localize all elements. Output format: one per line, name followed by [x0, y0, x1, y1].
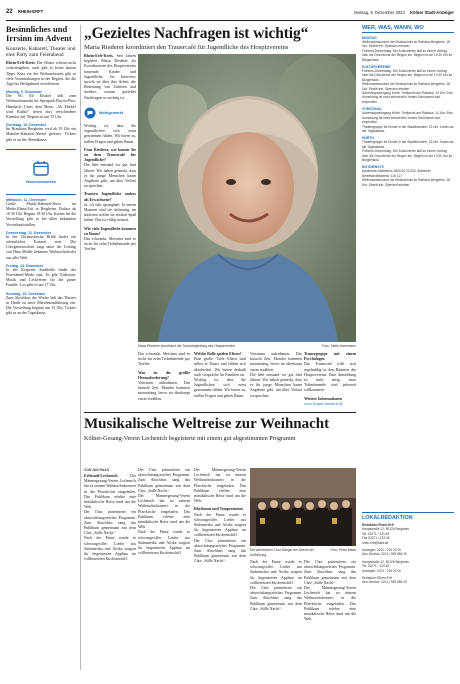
question: Trauern Jugendliche anders als Erwachsene?	[84, 192, 136, 202]
left-title: Besinnliches und Irrsinn im Advent	[6, 24, 72, 44]
main-article	[84, 25, 356, 52]
second-col-1	[84, 468, 136, 562]
left-intro-lead: Rhein-Erft-Kreis.	[6, 61, 36, 66]
second-lead: Erftstadt-Lechenich.	[84, 474, 119, 478]
sidebar-section-text: Apotheken-Notdienst: 0800 00 22 833. Ärztlicher Bereitschaftsdienst: 116 117.	[362, 169, 431, 178]
choir-credit: Foto: Petra Waas	[330, 548, 356, 552]
portrait-photo	[138, 54, 356, 342]
lokal-line: Abo-Service: 0221 / 925 864 20	[362, 552, 407, 557]
wochenauslese-box	[6, 149, 76, 195]
left-block-head: Sonntag, 15. Dezember	[6, 291, 46, 296]
left-block-head: Freitag, 13. Dezember	[6, 263, 44, 268]
lokal-line: Redaktion Rhein-Erft	[362, 576, 392, 581]
main-intro-extra: Wichtig ist, dass die Jugendlichen sich ernst genommen fühlen. Wir hören zu, stellen Fragen und geben Raum.	[84, 124, 136, 144]
left-block-head: Donnerstag, 12. Dezember	[6, 230, 52, 235]
answer: Ja, oft sehr sprunghaft. In einem Moment sind sie tieftraurig, im nächsten wollen sie einfach Spaß haben. Das ist völlig normal.	[84, 202, 136, 223]
answer: Eine große. Viele Eltern sind selbst in Trauer und fühlen sich überfordert. Wir bieten deshalb auch Gespräche für Familien an.	[194, 357, 246, 377]
main-lead: Rhein-Erft-Kreis.	[84, 54, 114, 58]
second-col-5	[304, 560, 356, 622]
second-headline: Musikalische Weltreise zur Weihnacht	[84, 416, 330, 432]
answer: Vertrauen aufzubauen. Das braucht Zeit. Manche kommen monatelang, bevor sie überhaupt etwas erzählen.	[250, 352, 302, 372]
left-block-head: Dienstag, 10. Dezember	[6, 123, 47, 128]
left-blocks-1	[6, 90, 76, 143]
sidebar-section-head: VORSCHAU	[362, 107, 382, 112]
question: Welche Rolle spielen Eltern?	[194, 352, 242, 356]
left-block-text: Die SG Alt Elsdorf lädt zum Weihnachtsmarkt im Sportpark Pfarrer-Pütz, Hambach. Unter dem Motto „Alt Elsdorf wird Kultur“ treten dort verschiedene Künstler auf. Beginn ist um 15 Uhr.	[6, 94, 76, 120]
info-url[interactable]: www.hospiz-rheinerft.de	[304, 401, 343, 406]
second-text: Der Chor präsentierte ein abwechslungsreiches Programm. Zum Abschluss sang das Publikum gemeinsam mit dem Chor „Stille Nacht“.	[304, 560, 356, 585]
lokal-box	[362, 512, 454, 672]
second-text: Der Chor präsentierte ein abwechslungsreiches Programm. Zum Abschluss sang das Publikum gemeinsam mit dem Chor „Stille Nacht“.	[250, 586, 302, 611]
choir-illustration	[250, 468, 356, 546]
page-number: 22	[6, 9, 13, 15]
second-article	[84, 416, 356, 442]
left-block-text: In der Christuskirche Brühl findet ein adventliches Konzert statt. Die Chorgemeinschaft singt unter der Leitung von Hans Müller bekannte Weihnachtslieder aus aller Welt.	[6, 234, 76, 260]
section-name: RHEIN-ERFT	[17, 9, 44, 14]
wochenauslese-label: Wochenauslese	[25, 178, 57, 184]
question: Was ist die größte Herausforderung?	[138, 370, 190, 380]
sidebar-section-text: Weihnachtskonzert der Musikschule im Rathaus Bergheim, 18 Uhr. Eintritt frei, Spenden erbeten.	[362, 40, 450, 49]
photo-caption-row	[138, 344, 356, 349]
right-sidebar	[362, 25, 454, 505]
main-col-6	[304, 352, 356, 407]
lokal-line: Anzeigen: 0221 / 224 24 00	[362, 568, 401, 573]
choir-caption: Die zahlreichen Chor-Sänger am Abend der Aufführung.	[250, 548, 314, 557]
lokal-line: Hauptstraße 12, 50126 Bergheim	[362, 527, 410, 532]
question: Frau Riederer, wie kamen Sie zu dem Trauercafé für Jugendliche?	[84, 147, 136, 163]
sidebar-section-text: Weihnachtskonzert der Musikschule im Rathaus Bergheim, 18 Uhr. Eintritt frei, Spenden erbeten.	[362, 82, 450, 91]
calendar-icon	[33, 160, 49, 176]
sidebar-section-text: Weihnachtskonzert der Musikschule im Rathaus Bergheim, 18 Uhr. Eintritt frei, Spenden erbeten.	[362, 178, 450, 187]
second-col-4	[250, 560, 302, 612]
info-head: Weitere Informationen	[304, 396, 343, 401]
sidebar-section-text: Theatergruppe für Kinder in der Stadtbücherei, 15 Uhr. Karten an der Tageskasse.	[362, 140, 454, 149]
second-text: Nach der Pause wurde es schwungvoller. Lieder aus Südamerika und Afrika sorgten für begeisterten Applaus im vollbesetzten Kirchenschiff.	[138, 530, 190, 556]
second-subheading: Rhythmus und Temperament	[194, 507, 243, 512]
header-rule	[6, 20, 454, 21]
main-lead-text: Seit Jahren begleitet Maria Riederer als Koordinatorin des Hospizvereins trauernde Kinder und Jugendliche. Im Interview spricht sie über ihre Arbeit, die Bedeutung von Zuhören und darüber, warum gezieltes Nachfragen so wichtig ist.	[84, 54, 136, 100]
left-block-text: Zum Abschluss der Woche lädt das Theater in Hürth zu einer Märchenaufführung ein. Die Vorstellung beginnt um 15 Uhr, Tickets gibt es an der Tageskasse.	[6, 295, 76, 316]
left-intro: Der Winter scheint nicht vorbeizugehen, auch gibt es keine akuten Tipps. Kurz vor der Weihnachtszeit gibt es viele Veranstaltungen in der Region, die die Tage bis Heiligabend verschönern.	[6, 61, 76, 86]
second-col-2	[138, 468, 190, 556]
sidebar-section-text: Pulheim-Donnerstag. Der Kulturverein lädt zu einem Vortrag über die Geschichte der Region ein. Beginn ist um 19.30 Uhr im Bürgerhaus.	[362, 48, 453, 62]
answer: Das schwankt. Meistens sind es sechs bis zehn Teilnehmende pro Treffen.	[138, 352, 190, 367]
sidebar-section-head: KULTURVEREINE	[362, 65, 391, 70]
main-col-3	[138, 352, 190, 402]
main-col-5	[250, 352, 302, 399]
col4-head: Trauergruppe mit einem Psychologen	[304, 352, 356, 362]
answer: Wichtig ist, dass die Jugendlichen sich ernst genommen fühlen. Wir hören zu, stellen Fragen und geben Raum.	[194, 378, 246, 398]
left-blocks-2	[6, 198, 76, 317]
sidebar-section-text: Pulheim-Donnerstag. Der Kulturverein lädt zu einem Vortrag über die Geschichte der Region ein. Beginn ist um 19.30 Uhr im Bürgerhaus.	[362, 69, 453, 82]
answer: Das schwankt. Meistens sind es sechs bis zehn Teilnehmende pro Treffen.	[84, 237, 136, 252]
lokal-email[interactable]: rhein-erft@ksta.de	[362, 540, 389, 545]
left-block-text: Im Brauhaus Bergheim wird ab 19 Uhr ein Mundart-Kabarett-Abend gefeiert. Tickets gibt es an der Abendkasse.	[6, 127, 76, 142]
second-text: Der Chor präsentierte ein abwechslungsreiches Programm. Zum Abschluss sang das Publikum gemeinsam mit dem Chor „Stille Nacht“.	[194, 538, 246, 564]
left-column	[6, 25, 76, 665]
sidebar-title: WER, WAS, WANN, WO	[362, 25, 454, 33]
lokal-line: Redaktion Rhein-Erft	[362, 523, 394, 527]
left-block-head: Mittwoch, 11. Dezember	[6, 197, 47, 202]
choir-photo	[250, 468, 356, 546]
issue-date: Montag, 9. Dezember 2024	[354, 10, 405, 15]
second-text: Der Männergesang-Verein Lechenich hat zu seinem Weihnachtskonzert in die Pfarrkirche eingeladen. Das Publikum erlebte eine musikalische Reise rund um die Welt.	[194, 468, 246, 504]
second-text: Nach der Pause wurde es schwungvoller. Lieder aus Südamerika und Afrika sorgten für begeisterten Applaus im vollbesetzten Kirchenschiff.	[250, 560, 302, 585]
sidebar-section-text: Adventsspaziergang Hürth: Treffpunkt am Rathaus, 14 Uhr. Eine Anmeldung ist nicht erforderlich, festes Schuhwerk wird empfohlen.	[362, 111, 453, 125]
photo-credit: Foto: Stella Harrsmann	[322, 344, 356, 348]
lokal-line: Tel. 02271 / 123 45	[362, 531, 390, 536]
answer: Vertrauen aufzubauen. Das braucht Zeit. Manche kommen monatelang, bevor sie überhaupt etwas erzählen.	[138, 381, 190, 401]
page-header	[6, 9, 454, 19]
article-divider	[84, 412, 356, 413]
main-col-1	[84, 54, 136, 119]
left-subtitle: Konzerte, Kabarett, Theater und eine Party zum Feierabend	[6, 45, 76, 58]
photo-caption: Maria Riederer koordiniert die Trauerbegleitung des Hospizvereins.	[138, 344, 236, 348]
second-text: Der Chor präsentierte ein abwechslungsreiches Programm. Zum Abschluss sang das Publikum gemeinsam mit dem Chor „Stille Nacht“.	[84, 510, 136, 536]
left-block-text: Große Musik-Kabarett-Show im Medio.Rhein.Erft in Bergheim. Einlass ab 18.30 Uhr, Beginn 19.30 Uhr. Karten für die Vorstellung gibt es bei allen bekannten Vorverkaufsstellen.	[6, 201, 76, 227]
portrait-illustration	[138, 54, 356, 342]
main-col-4	[194, 352, 246, 399]
second-text: Nach der Pause wurde es schwungvoller. Lieder aus Südamerika und Afrika sorgten für begeisterten Applaus im vollbesetzten Kirchenschiff.	[84, 536, 136, 562]
sidebar-section-text: Adventsspaziergang Hürth: Treffpunkt am Rathaus, 14 Uhr. Eine Anmeldung ist nicht erforderlich, festes Schuhwerk wird empfohlen.	[362, 91, 453, 104]
second-col-3	[194, 468, 246, 565]
left-block-text: In der Kerpener Stadthalle findet der Feierabend-Markt statt. Es gibt Glühwein, Musik und Leckereien für die ganze Familie. Los geht es um 17 Uhr.	[6, 267, 76, 288]
sidebar-section-head: HÜRTH	[362, 136, 374, 141]
lokal-line: Fax 02271 / 123 46	[362, 536, 390, 541]
second-subhead: Kölner-Gesang-Verein Lechenich begeisterte mit einem gut abgestimmten Programm	[84, 434, 296, 442]
lokal-title: LOKALREDAKTION	[362, 515, 413, 521]
main-headline: „Gezieltes Nachfragen ist wichtig“	[84, 25, 309, 42]
sidebar-section-text: Pulheim-Donnerstag. Der Kulturverein lädt zu einem Vortrag über die Geschichte der Region ein. Beginn ist um 19.30 Uhr im Bürgerhaus.	[362, 149, 453, 162]
sidebar-section-head: NOTDIENSTE	[362, 165, 384, 170]
second-text: Nach der Pause wurde es schwungvoller. Lieder aus Südamerika und Afrika sorgten für begeisterten Applaus im vollbesetzten Kirchenschiff.	[194, 512, 246, 538]
lokal-line: Hauptstraße 12, 50126 Bergheim	[362, 559, 410, 564]
second-lead-text: Der Männergesang-Verein Lechenich hat zu seinem Weihnachtskonzert in die Pfarrkirche eingeladen. Das Publikum erlebte eine musikalische Reise rund um die Welt.	[84, 474, 137, 510]
col4-text: Das Trauercafé trifft sich regelmäßig in den Räumen des Hospizvereins. Eine Anmeldung ist nicht nötig, neue Teilnehmende sind jederzeit willkommen.	[304, 362, 356, 393]
question: Wie viele Jugendliche kommen zu Ihnen?	[84, 226, 136, 236]
lokal-line: Anzeigen: 0221 / 224 24 00	[362, 548, 401, 553]
second-text: Der Männergesang-Verein Lechenich hat zu seinem Weihnachtskonzert in die Pfarrkirche eingeladen. Das Publikum erlebte eine musikalische Reise rund um die Welt.	[304, 586, 356, 622]
left-divider	[80, 25, 81, 670]
answer: Die Idee entstand vor gut fünf Jahren. Wir haben gemerkt, dass es für junge Menschen kaum Angebote gibt, um über Verlust zu sprechen.	[84, 163, 136, 189]
wohlgemerkt-badge	[84, 107, 136, 119]
main-subhead: Maria Riederer koordiniert den Trauercafé für Jugendliche des Hospizvereins	[84, 44, 289, 51]
sidebar-section-head: MONTAG	[362, 36, 377, 40]
left-block-head: Montag, 9. Dezember	[6, 90, 42, 95]
second-text: Der Chor präsentierte ein abwechslungsreiches Programm. Zum Abschluss sang das Publikum gemeinsam mit dem Chor „Stille Nacht“.	[138, 468, 190, 493]
second-text: Der Männergesang-Verein Lechenich hat zu seinem Weihnachtskonzert in die Pfarrkirche eingeladen. Das Publikum erlebte eine musikalische Reise rund um die Welt.	[138, 494, 190, 530]
lokal-line: Abo-Service: 0221 / 925 864 20	[362, 580, 407, 585]
wohlgemerkt-label: Wohlgemerkt	[99, 110, 123, 115]
paper-name: Kölner Stadt-Anzeiger	[410, 10, 454, 15]
second-author: VON JAN HAAS	[84, 468, 109, 472]
lokal-line: Tel. 02271 / 123 45	[362, 564, 390, 569]
main-col-2	[84, 124, 136, 253]
quote-bubble-icon	[84, 107, 96, 119]
sidebar-section-text: Theatergruppe für Kinder in der Stadtbücherei, 15 Uhr. Karten an der Tageskasse.	[362, 124, 454, 133]
answer: Die Idee entstand vor gut fünf Jahren. Wir haben gemerkt, dass es für junge Menschen kaum Angebote gibt, um über Verlust zu sprechen.	[250, 372, 302, 398]
choir-caption-row	[250, 548, 356, 557]
